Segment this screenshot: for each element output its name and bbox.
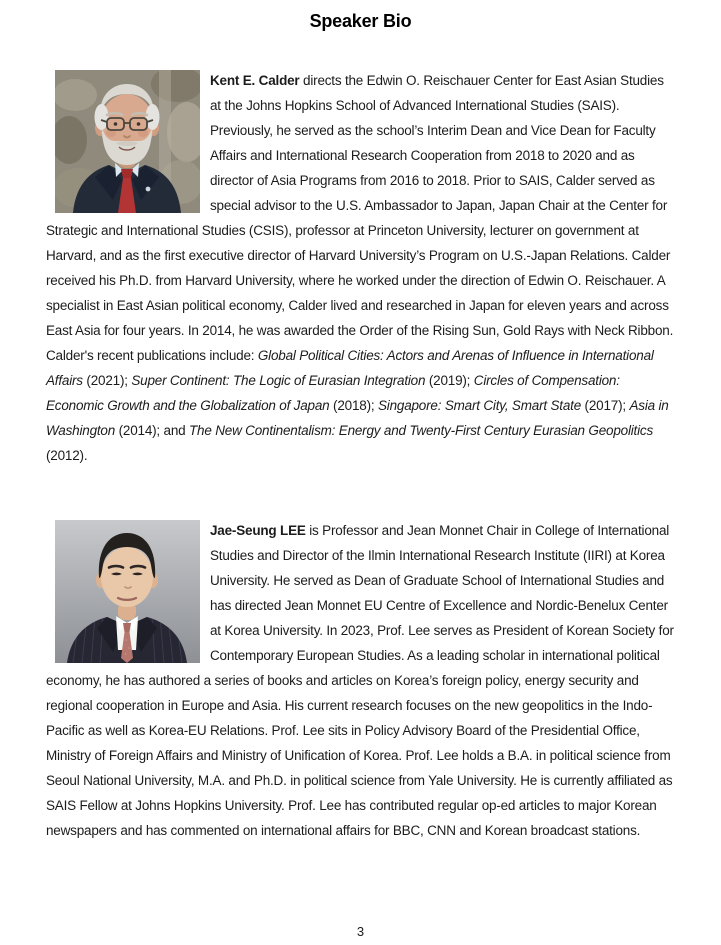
bio-section-kent-calder (46, 68, 675, 468)
page-title: Speaker Bio (309, 11, 412, 31)
bio-text-jae-seung-lee: Jae-Seung LEE is Professor and Jean Monnet Chair in College of International Studies and Director of the Ilmin International Research Institute (IIRI) at Korea University. He served as Dean of Graduate School of International Studies and has directed Jean Monnet EU Centre of Excellence and Nordic-Benelux Center at Korea University. In 2023, Prof. Lee serves as President of Korean Society for Contemporary European Studies. As a leading scholar in international political economy, he has authored a series of books and articles on Korea’s foreign policy, energy security and regional cooperation in Europe and Asia. His current research focuses on the new geopolitics in the Indo-Pacific as well as Korea-EU Relations. Prof. Lee sits in Policy Advisory Board of the Presidential Office, Ministry of Foreign Affairs and Ministry of Unification of Korea. Prof. Lee holds a B.A. in political science from Seoul National University, M.A. and Ph.D. in political science from Yale University. He is currently affiliated as SAIS Fellow at Johns Hopkins University. Prof. Lee has contributed regular op-ed articles to major Korean newspapers and has commented on international affairs for BBC, CNN and Korean broadcast stations. (46, 523, 674, 838)
bio-text-kent-calder: Kent E. Calder directs the Edwin O. Reischauer Center for East Asian Studies at the Johns Hopkins School of Advanced International Studies (SAIS). Previously, he served as the school’s Interim Dean and Vice Dean for Faculty Affairs and International Research Cooperation from 2018 to 2020 and as director of Asia Programs from 2016 to 2018. Prior to SAIS, Calder served as special advisor to the U.S. Ambassador to Japan, Japan Chair at the Center for Strategic and International Studies (CSIS), professor at Princeton University, lecturer on government at Harvard, and as the first executive director of Harvard University’s Program on U.S.-Japan Relations. Calder received his Ph.D. from Harvard University, where he worked under the direction of Edwin O. Reischauer. A specialist in East Asian political economy, Calder lived and researched in Japan for eleven years and across East Asia for four years. In 2014, he was awarded the Order of the Rising Sun, Gold Rays with Neck Ribbon. Calder's recent publications include: Global Political Cities: Actors and Arenas of Influence in International Affairs (2021); Super Continent: The Logic of Eurasian Integration (2019); Circles of Compensation: Economic Growth and the Globalization of Japan (2018); Singapore: Smart City, Smart State (2017); Asia in Washington (2014); and The New Continentalism: Energy and Twenty-First Century Eurasian Geopolitics (2012). (46, 73, 674, 463)
jae-seung-lee-portrait-photo (55, 520, 200, 663)
page-number: 3 (356, 924, 365, 939)
kent-calder-portrait-photo (55, 70, 200, 213)
bio-section-jae-seung-lee (46, 518, 675, 843)
